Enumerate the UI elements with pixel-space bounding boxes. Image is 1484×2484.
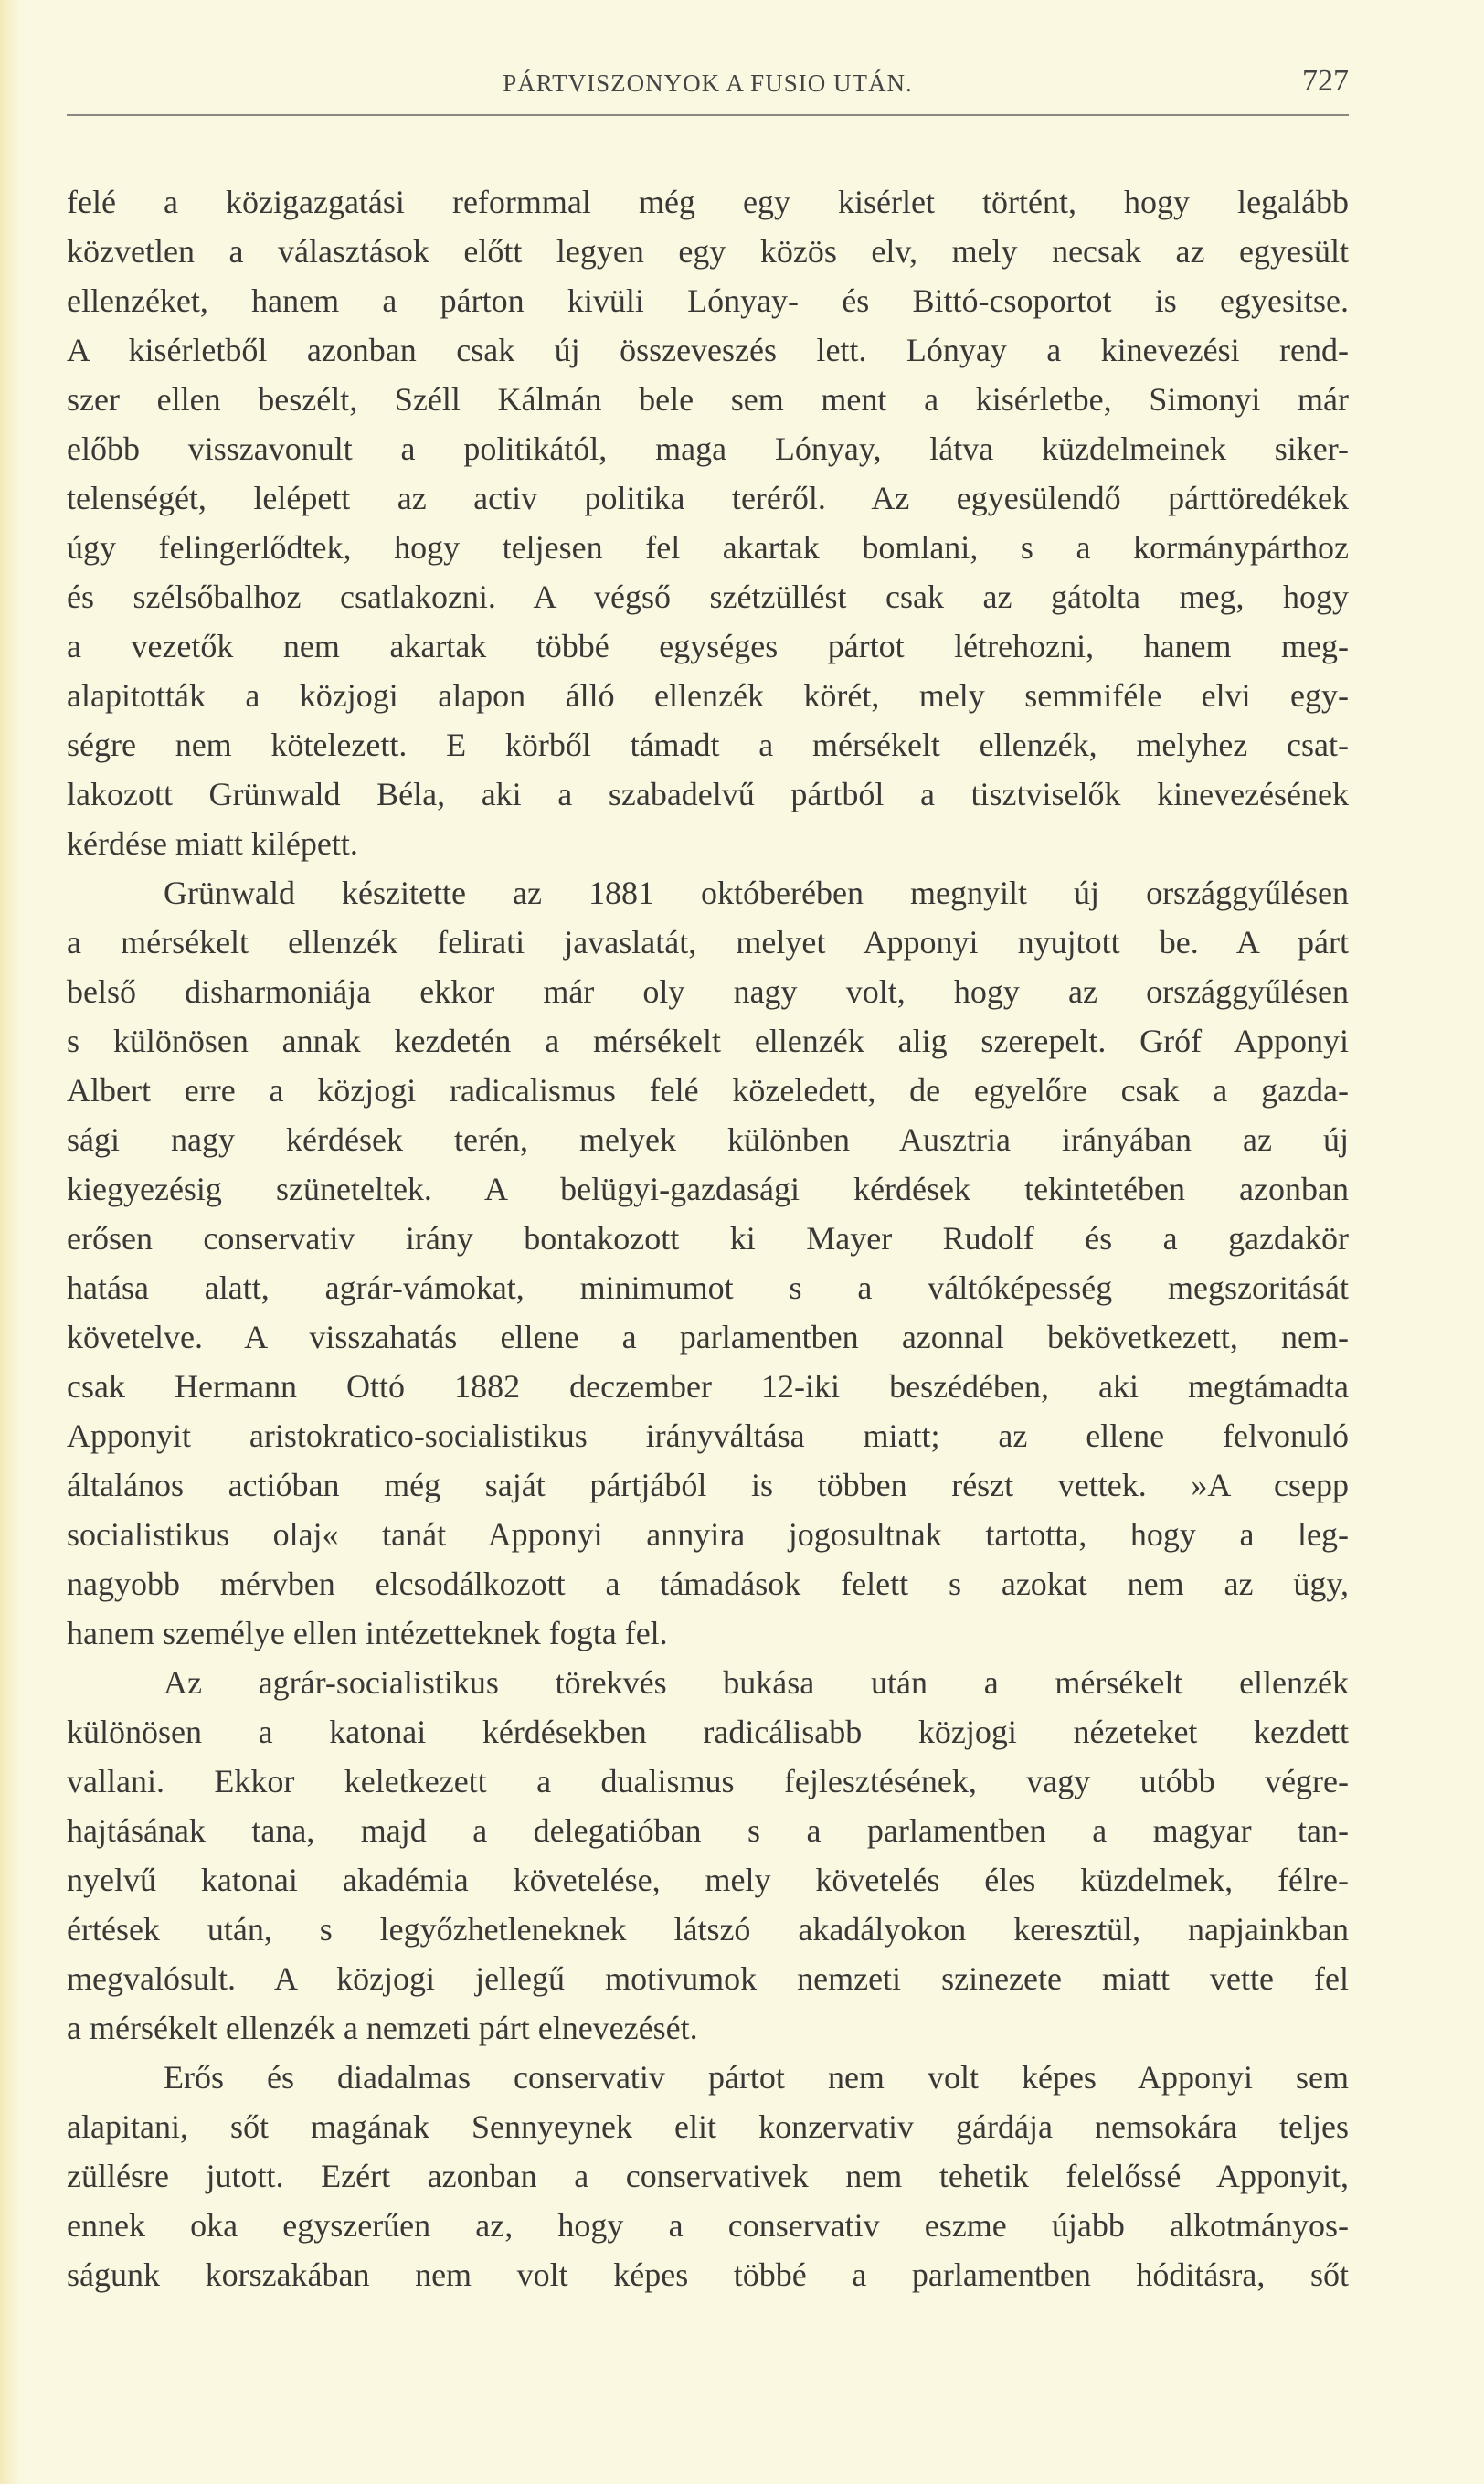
text-line: Albert erre a közjogi radicalismus felé közeledett, de egyelőre csak a gazda- bbox=[67, 1072, 1349, 1109]
text-line: vallani. Ekkor keletkezett a dualismus fejlesztésének, vagy utóbb végre- bbox=[67, 1763, 1349, 1799]
text-line: a mérsékelt ellenzék a nemzeti párt elnevezését. bbox=[67, 2010, 698, 2046]
text-line: ségre nem kötelezett. E körből támadt a mérsékelt ellenzék, melyhez csat- bbox=[67, 727, 1349, 763]
text-line: Erős és diadalmas conservativ pártot nem volt képes Apponyi sem bbox=[164, 2059, 1349, 2096]
text-line: szer ellen beszélt, Széll Kálmán bele sem ment a kisérletbe, Simonyi már bbox=[67, 381, 1349, 418]
page-number: 727 bbox=[1302, 64, 1349, 98]
text-line: előbb visszavonult a politikától, maga Lónyay, látva küzdelmeinek siker- bbox=[67, 430, 1349, 467]
text-line: és szélsőbalhoz csatlakozni. A végső szétzüllést csak az gátolta meg, hogy bbox=[67, 579, 1349, 615]
text-line: belső disharmoniája ekkor már oly nagy volt, hogy az országgyűlésen bbox=[67, 973, 1349, 1010]
text-line: telenségét, lelépett az activ politika teréről. Az egyesülendő párttöredékek bbox=[67, 480, 1349, 516]
text-line: Grünwald készitette az 1881 októberében megnyilt új országgyűlésen bbox=[164, 875, 1349, 911]
text-line: a vezetők nem akartak többé egységes pártot létrehozni, hanem meg- bbox=[67, 628, 1349, 664]
text-line: nagyobb mérvben elcsodálkozott a támadások felett s azokat nem az ügy, bbox=[67, 1566, 1349, 1602]
text-line: lakozott Grünwald Béla, aki a szabadelvű pártból a tisztviselők kinevezésének bbox=[67, 776, 1349, 812]
text-line: nyelvű katonai akadémia követelése, mely követelés éles küzdelmek, félre- bbox=[67, 1862, 1349, 1898]
text-line: hanem személye ellen intézetteknek fogta fel. bbox=[67, 1615, 668, 1651]
paragraph bbox=[67, 1658, 1349, 2053]
text-line: kiegyezésig szüneteltek. A belügyi-gazdasági kérdések tekintetében azonban bbox=[67, 1171, 1349, 1207]
text-line: alapitották a közjogi alapon álló ellenzék körét, mely semmiféle elvi egy- bbox=[67, 677, 1349, 714]
text-line: hajtásának tana, majd a delegatióban s a parlamentben a magyar tan- bbox=[67, 1812, 1349, 1849]
text-line: s különösen annak kezdetén a mérsékelt ellenzék alig szerepelt. Gróf Apponyi bbox=[67, 1023, 1349, 1059]
text-line: közvetlen a választások előtt legyen egy közös elv, mely necsak az egyesült bbox=[67, 233, 1349, 270]
text-line: socialistikus olaj« tanát Apponyi annyira jogosultnak tartotta, hogy a leg- bbox=[67, 1516, 1349, 1553]
text-line: általános actióban még saját pártjából is többen részt vettek. »A csepp bbox=[67, 1467, 1349, 1503]
paragraph bbox=[67, 2053, 1349, 2299]
text-line: A kisérletből azonban csak új összeveszés lett. Lónyay a kinevezési rend- bbox=[67, 332, 1349, 368]
paragraph bbox=[67, 177, 1349, 868]
page-edge-shadow bbox=[0, 0, 20, 2484]
text-line: követelve. A visszahatás ellene a parlamentben azonnal bekövetkezett, nem- bbox=[67, 1319, 1349, 1355]
paragraph bbox=[67, 868, 1349, 1658]
text-line: alapitani, sőt magának Sennyeynek elit konzervativ gárdája nemsokára teljes bbox=[67, 2108, 1349, 2145]
text-line: ennek oka egyszerűen az, hogy a conservativ eszme újabb alkotmányos- bbox=[67, 2207, 1349, 2244]
body-text bbox=[67, 177, 1349, 2299]
page-header bbox=[67, 64, 1349, 110]
text-line: a mérsékelt ellenzék felirati javaslatát, melyet Apponyi nyujtott be. A párt bbox=[67, 924, 1349, 961]
text-line: züllésre jutott. Ezért azonban a conservativek nem tehetik felelőssé Apponyit, bbox=[67, 2158, 1349, 2194]
text-line: kérdése miatt kilépett. bbox=[67, 825, 358, 862]
text-line: csak Hermann Ottó 1882 deczember 12-iki beszédében, aki megtámadta bbox=[67, 1368, 1349, 1405]
text-line: sági nagy kérdések terén, melyek különben Ausztria irányában az új bbox=[67, 1121, 1349, 1158]
text-line: Az agrár-socialistikus törekvés bukása után a mérsékelt ellenzék bbox=[164, 1664, 1349, 1701]
text-line: ságunk korszakában nem volt képes többé a parlamentben hóditásra, sőt bbox=[67, 2256, 1349, 2293]
text-line: megvalósult. A közjogi jellegű motivumok nemzeti szinezete miatt vette fel bbox=[67, 1960, 1349, 1997]
text-line: Apponyit aristokratico-socialistikus irányváltása miatt; az ellene felvonuló bbox=[67, 1417, 1349, 1454]
text-line: felé a közigazgatási reformmal még egy kisérlet történt, hogy legalább bbox=[67, 184, 1349, 220]
text-line: hatása alatt, agrár-vámokat, minimumot s a váltóképesség megszoritását bbox=[67, 1269, 1349, 1306]
text-line: értések után, s legyőzhetleneknek látszó akadályokon keresztül, napjainkban bbox=[67, 1911, 1349, 1948]
header-rule bbox=[67, 114, 1349, 116]
text-line: erősen conservativ irány bontakozott ki Mayer Rudolf és a gazdakör bbox=[67, 1220, 1349, 1257]
text-line: úgy felingerlődtek, hogy teljesen fel akartak bomlani, s a kormánypárthoz bbox=[67, 529, 1349, 566]
text-line: ellenzéket, hanem a párton kivüli Lónyay- és Bittó-csoportot is egyesitse. bbox=[67, 282, 1349, 319]
running-title: PÁRTVISZONYOK A FUSIO UTÁN. bbox=[503, 69, 913, 97]
text-line: különösen a katonai kérdésekben radicálisabb közjogi nézeteket kezdett bbox=[67, 1714, 1349, 1750]
